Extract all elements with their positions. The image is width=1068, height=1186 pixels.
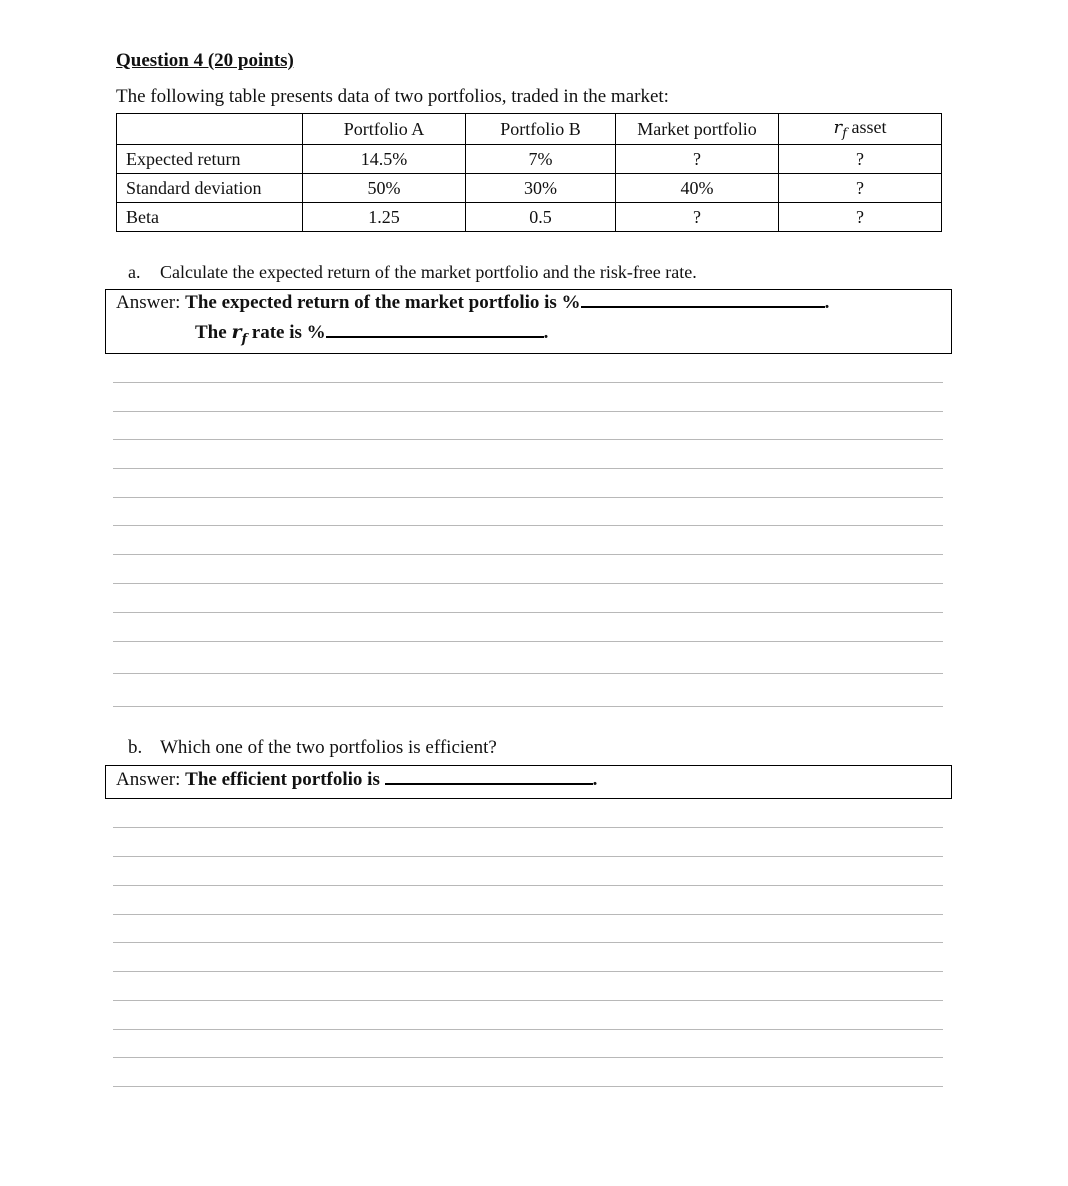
table-cell: ?	[616, 145, 779, 174]
writing-line	[113, 497, 943, 498]
part-b-answer-line	[116, 769, 597, 791]
part-b-answer-box	[105, 765, 952, 799]
writing-line	[113, 525, 943, 526]
table-header-row	[117, 114, 942, 145]
writing-line	[113, 439, 943, 440]
writing-line	[113, 1057, 943, 1058]
part-a-question-text: Calculate the expected return of the market portfolio and the risk-free rate.	[160, 262, 697, 282]
part-b-question-text: Which one of the two portfolios is efficient?	[160, 737, 497, 758]
header-cell-rf-asset	[779, 114, 942, 145]
rf-symbol: $r_f$	[833, 116, 847, 142]
table-cell: 30%	[466, 174, 616, 203]
writing-line	[113, 1086, 943, 1087]
header-cell-portfolio-a: Portfolio A	[303, 114, 466, 145]
answer-rf-pre: The	[195, 322, 227, 343]
header-cell-market-portfolio: Market portfolio	[616, 114, 779, 145]
row-label: Standard deviation	[117, 174, 303, 203]
writing-line	[113, 673, 943, 674]
row-label: Expected return	[117, 145, 303, 174]
part-a-answer-line-2	[195, 321, 548, 347]
answer-efficient-text: The efficient portfolio is	[185, 769, 380, 790]
header-cell-empty	[117, 114, 303, 145]
rf-asset-label: asset	[851, 116, 887, 137]
answer-blank-rf-rate[interactable]	[326, 335, 544, 338]
writing-line	[113, 885, 943, 886]
writing-line	[113, 583, 943, 584]
answer-prefix: Answer:	[116, 292, 181, 313]
writing-line	[113, 641, 943, 642]
table-row	[117, 203, 942, 232]
writing-line	[113, 1000, 943, 1001]
table-cell: 14.5%	[303, 145, 466, 174]
answer-rf-symbol: $r_f$	[231, 321, 248, 347]
header-cell-portfolio-b: Portfolio B	[466, 114, 616, 145]
table-cell: 0.5	[466, 203, 616, 232]
writing-line	[113, 942, 943, 943]
writing-line	[113, 856, 943, 857]
part-a-answer-line-1	[116, 292, 829, 314]
writing-line	[113, 468, 943, 469]
writing-line	[113, 971, 943, 972]
writing-line	[113, 1029, 943, 1030]
writing-line	[113, 411, 943, 412]
answer-prefix: Answer:	[116, 769, 181, 790]
answer-rf-post: rate is %	[251, 322, 326, 343]
table-row	[117, 145, 942, 174]
table-cell: ?	[779, 145, 942, 174]
part-a-answer-box	[105, 289, 952, 354]
answer-period: .	[592, 769, 598, 790]
question-title: Question 4 (20 points)	[116, 50, 294, 71]
table-cell: 40%	[616, 174, 779, 203]
part-b-question	[128, 737, 497, 759]
answer-blank-efficient-portfolio[interactable]	[385, 782, 593, 785]
table-cell: 7%	[466, 145, 616, 174]
table-cell: ?	[779, 174, 942, 203]
part-b-number: b.	[128, 737, 143, 758]
answer-blank-market-return[interactable]	[581, 305, 825, 308]
part-a-question	[128, 262, 697, 283]
answer-period: .	[824, 292, 830, 313]
writing-line	[113, 382, 943, 383]
answer-period: .	[543, 322, 549, 343]
writing-line	[113, 827, 943, 828]
writing-line	[113, 706, 943, 707]
part-a-number: a.	[128, 262, 141, 282]
table-row	[117, 174, 942, 203]
table-cell: 1.25	[303, 203, 466, 232]
table-cell: ?	[779, 203, 942, 232]
table-cell: 50%	[303, 174, 466, 203]
portfolio-table	[116, 113, 942, 232]
writing-line	[113, 914, 943, 915]
question-intro: The following table presents data of two portfolios, traded in the market:	[116, 86, 669, 107]
writing-line	[113, 612, 943, 613]
row-label: Beta	[117, 203, 303, 232]
table-cell: ?	[616, 203, 779, 232]
answer-market-return-text: The expected return of the market portfolio is %	[185, 292, 581, 313]
writing-line	[113, 554, 943, 555]
